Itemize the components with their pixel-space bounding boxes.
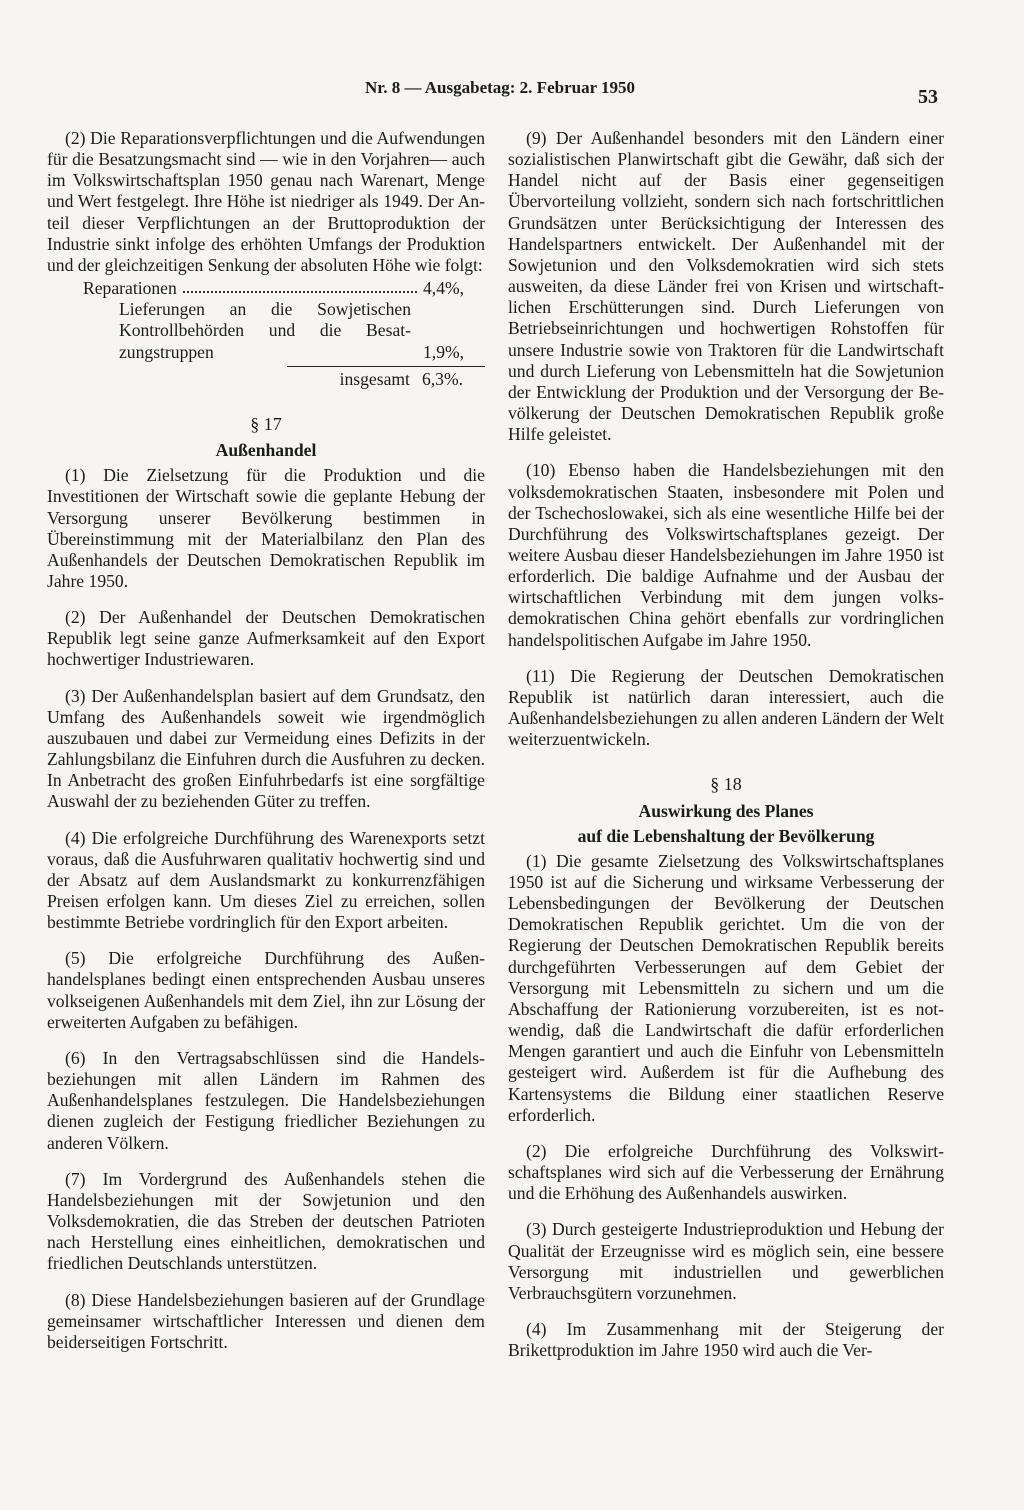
spec-label-reparations: Reparationen — [83, 278, 177, 299]
page-header — [0, 78, 1024, 118]
dot-leader — [183, 291, 417, 293]
spec-total-row — [47, 369, 485, 390]
spec-total-label: insgesamt — [339, 368, 410, 389]
right-column — [508, 128, 944, 1376]
spec-value-reparations: 4,4%, — [423, 278, 465, 299]
paragraph-18-4: (4) Im Zusammenhang mit der Steigerung der Brikettproduktion im Jahre 1950 wird auch die Ver- — [508, 1318, 944, 1361]
section-18-title-line2: auf die Lebenshaltung der Bevölkerung — [577, 825, 875, 846]
paragraph-17-2: (2) Der Außenhandel der Deutschen Demokratischen Republik legt seine ganze Aufmerksamkeit auf den Export hochwertiger Industriewaren. — [47, 607, 485, 670]
page-number: 53 — [918, 86, 938, 108]
paragraph-18-2: (2) Die erfolgreiche Durchführung des Volkswirtschaftsplanes wird sich auf die Verbesserung der Ernährung und die Erhöhung des Außenhandels auswirken. — [508, 1140, 944, 1204]
percentage-table — [47, 278, 485, 390]
spec-value-deliveries: 1,9%, — [423, 341, 465, 362]
section-18-number: § 18 — [710, 774, 742, 795]
spec-row-deliveries — [47, 299, 485, 362]
issue-line: Nr. 8 — Ausgabetag: 2. Februar 1950 — [364, 78, 636, 97]
paragraph-18-1: (1) Die gesamte Zielsetzung des Volkswirtschaftsplanes 1950 ist auf die Sicherung und wirksame Verbesserung der Lebensbedingungen der Bevölkerung der Deutschen Demokratischen Republik gerichtet. Um die von der Regierung der Deutschen Demokratischen Republik bereits durchgeführten Verbesserungen auf dem Gebiet der Versorgung mit Lebensmitteln zu sichern und um die Abschaffung der Rationierung vorzubereiten, ist es notwendig, daß die Landwirtschaft die dafür erforderlichen Mengen garantiert und auch die Einfuhr von Lebensmitteln gesteigert wird. Außerdem ist für die Aufhebung des Kartensystems die Bildung einer staatlichen Reserve erforderlich. — [508, 850, 944, 1125]
paragraph-17-1: (1) Die Zielsetzung für die Produktion und die Investitionen der Wirtschaft sowie die geplante Hebung der Versorgung unserer Bevölkerung bestimmen in Übereinstimmung mit der Materialbilanz den Plan des Außenhandels der Deutschen Demokratischen Republik im Jahre 1950. — [47, 465, 485, 591]
spec-total-value: 6,3%. — [421, 368, 463, 389]
paragraph-17-5: (5) Die erfolgreiche Durchführung des Außenhandelsplanes bedingt einen entsprechenden Ausbau unseres volkseigenen Außenhandels mit dem Ziel, ihn zur Lösung der erweiterten Aufgaben zu befähigen. — [47, 948, 485, 1032]
paragraph-17-6: (6) In den Vertragsabschlüssen sind die Handelsbeziehungen mit allen Ländern im Rahmen des Außenhandelsplanes festzulegen. Die Handelsbeziehungen dienen zugleich der Festigung friedlicher Beziehungen zu anderen Völkern. — [47, 1047, 485, 1153]
paragraph-17-8: (8) Diese Handelsbeziehungen basieren auf der Grundlage gemeinsamer wirtschaftlicher Interessen und dienen dem beiderseitigen Fortschritt. — [47, 1289, 485, 1352]
spec-row-reparations — [47, 278, 485, 299]
paragraph-17-3: (3) Der Außenhandelsplan basiert auf dem Grundsatz, den Umfang des Außenhandels soweit wie irgendmöglich auszubauen und dabei zur Vermeidung eines Defizits in der Zahlungsbilanz die Einfuhren durch die Ausfuhren zu decken. In Anbetracht des großen Einfuhrbedarfs ist eine sorgfältige Auswahl der zu beziehenden Güter zu treffen. — [47, 685, 485, 812]
paragraph-18-3: (3) Durch gesteigerte Industrieproduktion und Hebung der Qualität der Erzeugnisse wird es möglich sein, eine bessere Versorgung mit industriellen und gewerblichen Verbrauchsgütern vorzunehmen. — [508, 1219, 944, 1303]
paragraph-17-4: (4) Die erfolgreiche Durchführung des Warenexports setzt voraus, daß die Ausfuhrwaren qualitativ hochwertig sind und der Absatz auf dem Auslandsmarkt zu konkurrenzfähigen Preisen erfolgen kann. Um dieses Ziel zu erreichen, sollen bestimmte Betriebe vordringlich für den Export arbeiten. — [47, 827, 485, 933]
paragraph-17-10: (10) Ebenso haben die Handelsbeziehungen mit den volksdemokratischen Staaten, insbesondere mit Polen und der Tschechoslowakei, sich als eine wesentliche Hilfe bei der Durchführung des Volkswirtschaftsplanes gezeigt. Der weitere Ausbau dieser Handelsbeziehungen im Jahre 1950 ist erforderlich. Die baldige Aufnahme und der Ausbau der wirtschaftlichen Verbindung mit dem jungen volksdemokratischen China gehört ebenfalls zur vordringlichen handelspolitischen Aufgabe im Jahre 1950. — [508, 460, 944, 650]
section-17-number: § 17 — [250, 413, 282, 434]
section-18-title-line1: Auswirkung des Planes — [638, 800, 814, 821]
paragraph-17-11: (11) Die Regierung der Deutschen Demokratischen Republik ist natürlich daran interessiert, auch die Außenhandelsbeziehungen zu allen anderen Ländern der Welt weiterzuentwickeln. — [508, 665, 944, 750]
spec-label-deliveries: Lieferungen an die Sowjetischen Kontrollbehörden und die Besatzungstruppen — [119, 299, 411, 362]
section-17-title: Außenhandel — [215, 440, 317, 461]
paragraph-reparations: (2) Die Reparationsverpflichtungen und die Aufwendungen für die Besatzungsmacht sind — wie in den Vorjahren— auch im Volkswirtschaftsplan 1950 genau nach Warenart, Menge und Wert festgelegt. Ihre Höhe ist niedriger als 1949. Der Anteil dieser Verpflichtungen an der Bruttoproduktion der Industrie sinkt infolge des erhöhten Umfangs der Produktion und der gleichzeitigen Senkung der absoluten Höhe wie folgt: — [47, 128, 485, 275]
sum-rule — [287, 366, 485, 367]
left-column — [47, 128, 485, 1368]
paragraph-17-7: (7) Im Vordergrund des Außenhandels stehen die Handelsbeziehungen mit der Sowjetunion und den Volksdemokratien, die das Streben der deutschen Patrioten nach Herstellung eines einheitlichen, demokratischen und friedlichen Deutschlands unterstützen. — [47, 1168, 485, 1274]
paragraph-17-9: (9) Der Außenhandel besonders mit den Ländern einer sozialistischen Planwirtschaft gibt die Gewähr, daß sich der Handel nicht auf der Basis einer gegenseitigen Übervorteilung vollzieht, sondern sich nach fortschrittlichen Grundsätzen unter Berücksichtigung der Interessen des Handelspartners entwickelt. Der Außenhandel mit der Sowjetunion und den Volksdemokratien wird sich stets ausweiten, da diese Länder frei von Krisen und wirtschaftlichen Erschütterungen sind. Durch Lieferungen von Betriebseinrichtungen und hochwertigen Rohstoffen für unsere Industrie sowie von Traktoren für die Landwirtschaft und durch Lieferung von Lebensmitteln hat die Sowjetunion der Entwicklung der Produktion und der Versorgung der Bevölkerung der Deutschen Demokratischen Republik große Hilfe geleistet. — [508, 128, 944, 445]
